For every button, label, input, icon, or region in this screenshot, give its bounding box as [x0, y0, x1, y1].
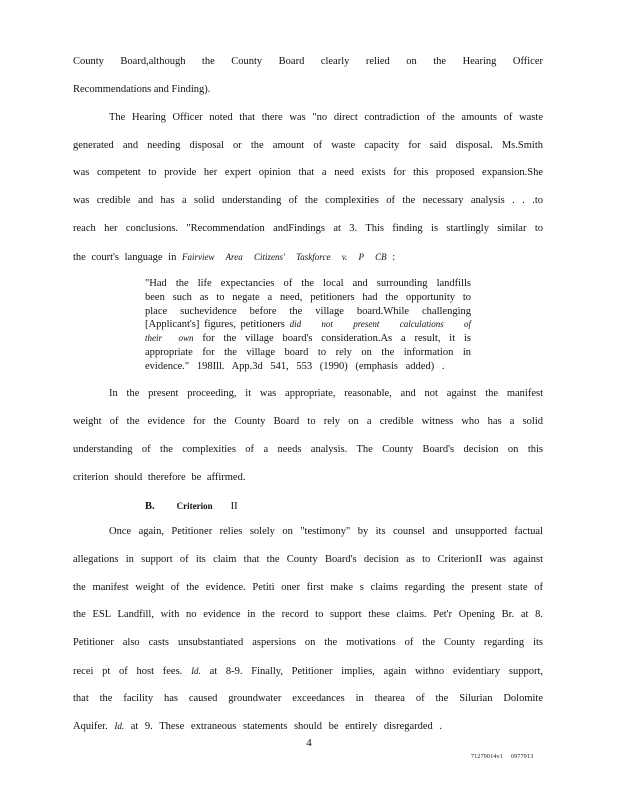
doc-number: 0977913: [511, 754, 534, 760]
text-fragment: at 8-9. Finally, Petitioner implies, again withno evidentiary support,: [209, 666, 544, 677]
text-line: In the present proceeding, it was appropriate, reasonable, and not against the manifest: [109, 388, 543, 399]
quote-line: place suchevidence before the village board.While challenging: [145, 305, 471, 317]
text-line: was competent to provide her expert opinion that a need exists for this proposed expansion.She: [73, 167, 543, 178]
citation-id: Id.: [114, 721, 125, 731]
text-line: was credible and has a solid understanding of the complexities of the necessary analysis . . .to: [73, 195, 543, 206]
quote-line: [145, 318, 471, 332]
text-line: [73, 250, 543, 265]
text-line: reach her conclusions. "Recommendation andFindings at 3. This finding is startlingly similar to: [73, 223, 543, 234]
text-line: [73, 719, 543, 734]
section-label: Criterion: [176, 501, 213, 511]
emphasis-text: did not present calculations of: [289, 319, 472, 330]
section-letter: B.: [145, 501, 155, 512]
document-id: [471, 754, 541, 760]
quote-line: [145, 332, 471, 346]
text-line: the manifest weight of the evidence. Petiti oner first make s claims regarding the present state of: [73, 582, 543, 593]
emphasis-text: their own: [145, 333, 194, 344]
quote-line: evidence." 198Ill. App.3d 541, 553 (1990) (emphasis added) .: [145, 360, 445, 372]
text-line: County Board,although the County Board clearly relied on the Hearing Officer: [73, 56, 543, 67]
section-numeral: II: [230, 501, 238, 512]
text-fragment: :: [392, 252, 396, 263]
doc-id-code: 71279014v1: [471, 754, 503, 760]
text-line: that the facility has caused groundwater exceedances in thearea of the Silurian Dolomite: [73, 693, 543, 704]
text-fragment: Aquifer.: [73, 721, 108, 732]
text-line: allegations in support of its claim that the County Board's decision as to CriterionII was against: [73, 554, 543, 565]
text-fragment: [Applicant's] figures, petitioners: [145, 319, 285, 331]
quote-line: appropriate for the village board to rely on the information in: [145, 346, 471, 358]
text-fragment: the court's language in: [73, 252, 177, 263]
text-line: Recommendations and Finding).: [73, 84, 211, 95]
text-line: understanding of the complexities of a needs analysis. The County Board's decision on this: [73, 444, 543, 455]
text-line: weight of the evidence for the County Board to rely on a credible witness who has a solid: [73, 416, 543, 427]
page-number: 4: [306, 737, 312, 749]
text-line: The Hearing Officer noted that there was "no direct contradiction of the amounts of waste: [109, 112, 543, 123]
text-fragment: for the village board's consideration.As a result, it is: [202, 333, 471, 345]
case-citation: Fairview Area Citizens' Taskforce v. P CB: [181, 252, 387, 262]
text-line: Petitioner also casts unsubstantiated aspersions on the motivations of the County regarding its: [73, 637, 543, 648]
text-line: criterion should therefore be affirmed.: [73, 472, 246, 483]
text-fragment: at 9. These extraneous statements should be entirely disregarded .: [130, 721, 443, 732]
citation-id: Id.: [191, 666, 201, 676]
block-quote: [145, 277, 471, 374]
text-line: Once again, Petitioner relies solely on "testimony" by its counsel and unsupported factual: [109, 526, 543, 537]
text-line: generated and needing disposal or the amount of waste capacity for said disposal. Ms.Smith: [73, 140, 543, 151]
text-line: the ESL Landfill, with no evidence in the record to support these claims. Pet'r Opening Br. at 8.: [73, 609, 543, 620]
text-line: [73, 664, 543, 679]
section-heading: [145, 499, 238, 514]
quote-line: "Had the life expectancies of the local and surrounding landfills: [145, 278, 471, 289]
quote-line: been such as to negate a need, petitioners had the opportunity to: [145, 291, 471, 303]
text-fragment: recei pt of host fees.: [73, 666, 183, 677]
